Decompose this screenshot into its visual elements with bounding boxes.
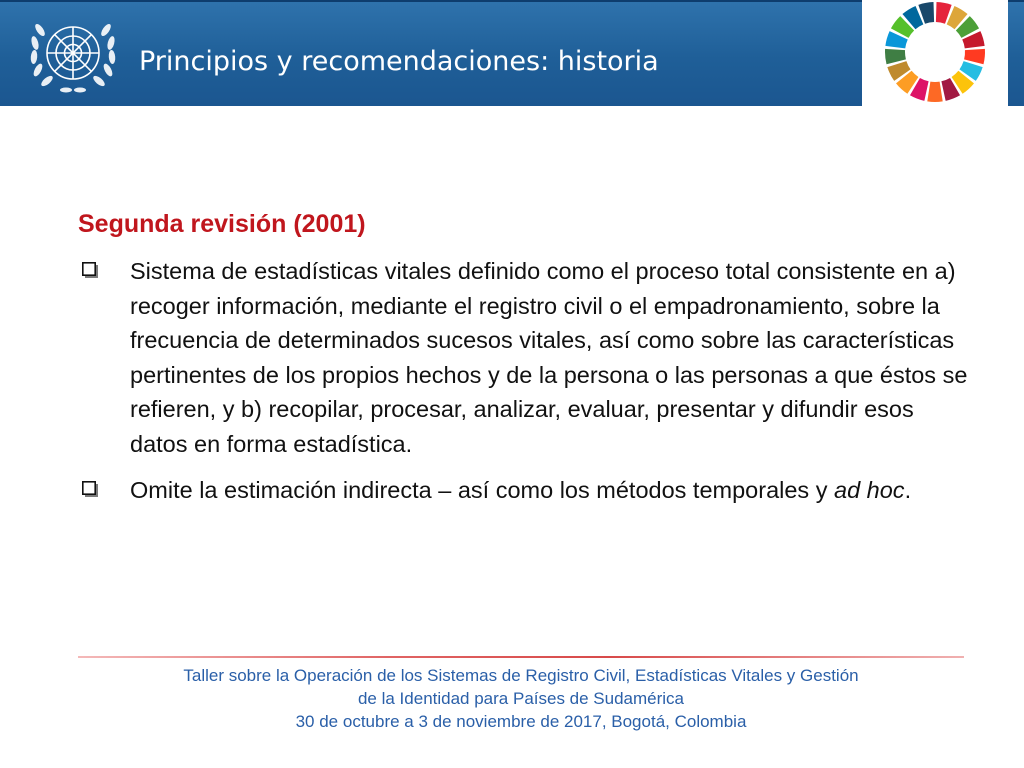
footer-line-1: Taller sobre la Operación de los Sistemas de Registro Civil, Estadísticas Vitales y Gestión [183,666,859,685]
footer-line-3: 30 de octubre a 3 de noviembre de 2017, Bogotá, Colombia [295,712,747,731]
checkbox-square-icon [82,262,99,279]
slide-header-title: Principios y recomendaciones: historia [139,46,659,77]
sdg-wheel-icon [876,0,994,106]
footer [78,664,964,733]
footer-line-2: de la Identidad para Países de Sudamérica [357,689,685,708]
bullet-text-italic: ad hoc [834,477,905,503]
section-title: Segunda revisión (2001) [78,210,366,238]
header-band [0,0,1024,106]
footer-divider [78,656,964,658]
checkbox-square-icon [82,481,99,498]
bullet-list [78,254,968,520]
bullet-text: Sistema de estadísticas vitales definido como el proceso total consistente en a) recoger información, mediante el registro civil o el empadronamiento, sobre la frecuencia de determinados sucesos vitales, así como sobre las características pertinentes de los propios hechos y de la persona o las personas a que éstos se refieren, y b) recopilar, procesar, analizar, evaluar, presentar y difundir esos datos en forma estadística. [130,258,968,457]
sdg-wheel-segment [964,49,985,64]
sdg-wheel-segment [927,82,942,102]
un-emblem-icon [26,8,120,98]
bullet-item [78,254,968,461]
sdg-wheel-segment [885,49,906,64]
sdg-logo-box [862,0,1008,106]
bullet-text-end: . [904,477,912,503]
bullet-item [78,473,968,508]
bullet-text: Omite la estimación indirecta – así como los métodos temporales y [130,477,834,503]
